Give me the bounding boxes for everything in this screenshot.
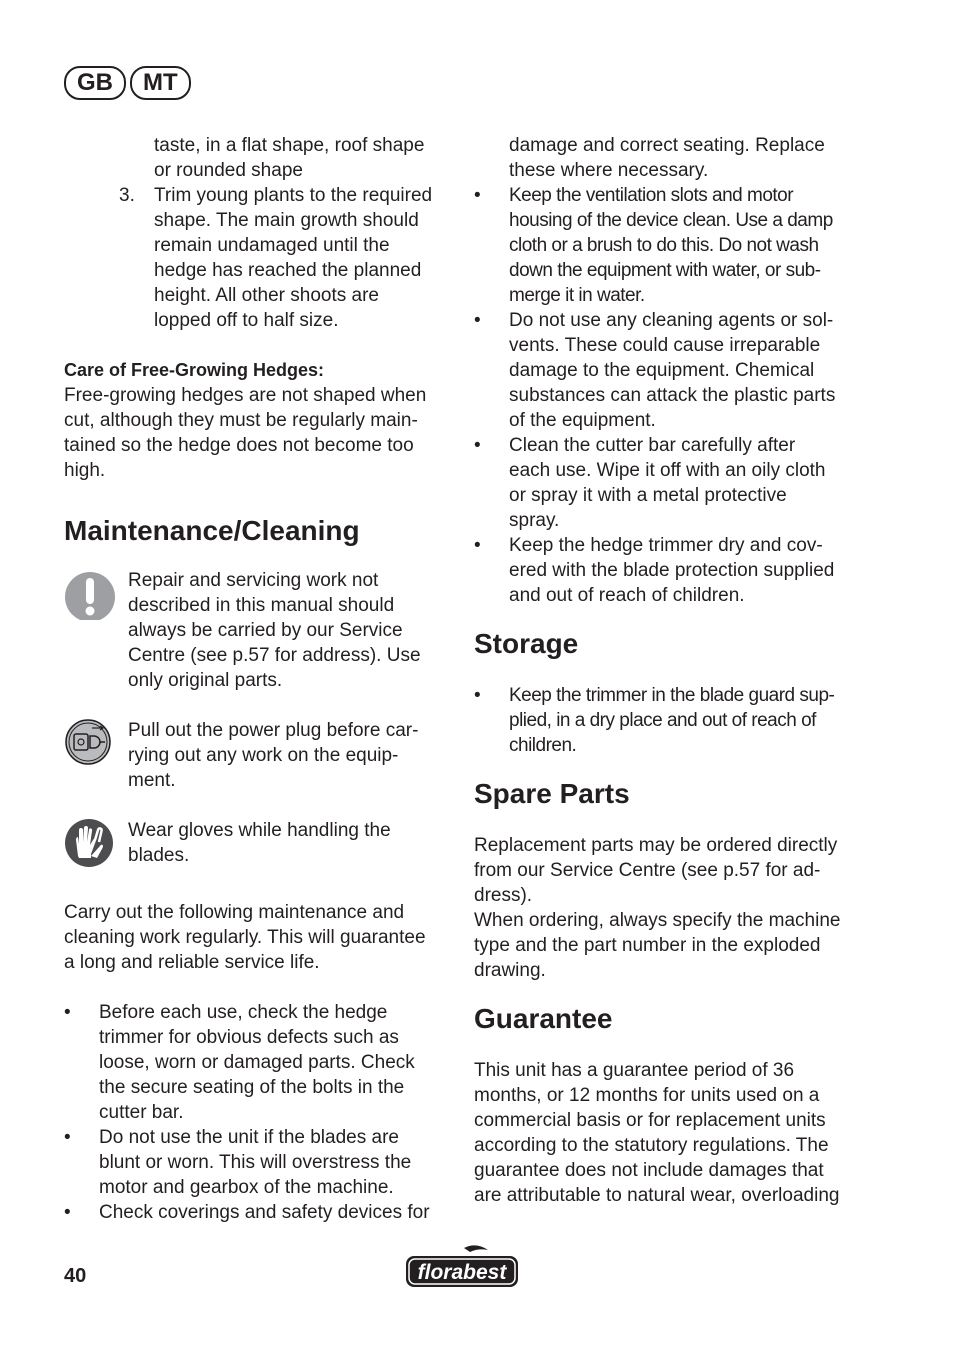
text-line: Clean the cutter bar carefully after xyxy=(509,435,796,456)
bullet-marker: • xyxy=(474,435,481,456)
text-line: Keep the ventilation slots and motor xyxy=(509,185,794,206)
care-heading: Care of Free-Growing Hedges: xyxy=(64,360,325,380)
list-item xyxy=(474,533,864,608)
text-line: these where necessary. xyxy=(509,160,709,181)
text-line: rying out any work on the equip- xyxy=(128,745,399,766)
text-line: Repair and servicing work not xyxy=(128,570,379,591)
text-line: Carry out the following maintenance and xyxy=(64,902,405,923)
bullet-marker: • xyxy=(64,1002,71,1023)
guarantee-paragraph xyxy=(474,1058,864,1208)
text-line: Centre (see p.57 for address). Use xyxy=(128,645,421,666)
page-number: 40 xyxy=(64,1265,87,1287)
text-line: lopped off to half size. xyxy=(154,310,339,331)
spare-parts-paragraph xyxy=(474,833,864,983)
text-line: or spray it with a metal protective xyxy=(509,485,787,506)
text-line: children. xyxy=(509,735,577,756)
text-line: Free-growing hedges are not shaped when xyxy=(64,385,427,406)
text-line: shape. The main growth should xyxy=(154,210,419,231)
text-line: of the equipment. xyxy=(509,410,656,431)
text-line: cloth or a brush to do this. Do not wash xyxy=(509,235,819,256)
text-line: damage to the equipment. Chemical xyxy=(509,360,815,381)
text-line: described in this manual should xyxy=(128,595,395,616)
text-line: substances can attack the plastic parts xyxy=(509,385,836,406)
text-line: loose, worn or damaged parts. Check xyxy=(99,1052,415,1073)
text-line: height. All other shoots are xyxy=(154,285,379,306)
text-line: according to the statutory regulations. The xyxy=(474,1135,829,1156)
text-line: or rounded shape xyxy=(154,160,303,181)
florabest-logo xyxy=(404,1244,520,1295)
text-line: the secure seating of the bolts in the xyxy=(99,1077,405,1098)
text-line: tained so the hedge does not become too xyxy=(64,435,414,456)
text-line: remain undamaged until the xyxy=(154,235,390,256)
text-line: blades. xyxy=(128,845,190,866)
text-line: motor and gearbox of the machine. xyxy=(99,1177,394,1198)
text-line: trimmer for obvious defects such as xyxy=(99,1027,399,1048)
list-item xyxy=(64,1000,454,1125)
text-line: cutter bar. xyxy=(99,1102,184,1123)
text-line: commercial basis or for replacement units xyxy=(474,1110,826,1131)
intro-paragraph xyxy=(64,900,454,975)
text-line: type and the part number in the exploded xyxy=(474,935,821,956)
bullet-marker: • xyxy=(474,535,481,556)
bullet-marker: • xyxy=(474,685,481,706)
list-item xyxy=(474,308,864,433)
spare-parts-title: Spare Parts xyxy=(474,778,630,809)
text-line: and out of reach of children. xyxy=(509,585,745,606)
right-column xyxy=(474,133,864,1208)
text-line: damage and correct seating. Replace xyxy=(509,135,825,156)
text-line: plied, in a dry place and out of reach of xyxy=(509,710,816,731)
bullet-marker: • xyxy=(474,185,481,206)
list-item xyxy=(64,1200,454,1225)
warning-service xyxy=(64,568,454,693)
text-line: This unit has a guarantee period of 36 xyxy=(474,1060,795,1081)
text-line: housing of the device clean. Use a damp xyxy=(509,210,833,231)
text-line: vents. These could cause irreparable xyxy=(509,335,821,356)
text-line: Wear gloves while handling the xyxy=(128,820,391,841)
text-line: Trim young plants to the required xyxy=(154,185,433,206)
text-line: When ordering, always specify the machine xyxy=(474,910,841,931)
bullet-marker: • xyxy=(64,1202,71,1223)
care-paragraph xyxy=(64,383,454,483)
text-line: dress). xyxy=(474,885,533,906)
text-line: down the equipment with water, or sub- xyxy=(509,260,821,281)
maintenance-title: Maintenance/Cleaning xyxy=(64,515,360,546)
language-badges xyxy=(64,66,191,100)
text-line: Keep the hedge trimmer dry and cov- xyxy=(509,535,823,556)
text-line: spray. xyxy=(509,510,560,531)
text-line: ered with the blade protection supplied xyxy=(509,560,835,581)
text-line: from our Service Centre (see p.57 for ad- xyxy=(474,860,821,881)
text-line: Pull out the power plug before car- xyxy=(128,720,419,741)
text-line: guarantee does not include damages that xyxy=(474,1160,824,1181)
text-line: months, or 12 months for units used on a xyxy=(474,1085,820,1106)
exclamation-icon xyxy=(64,568,128,627)
logo-text: florabest xyxy=(417,1261,507,1284)
text-line: each use. Wipe it off with an oily cloth xyxy=(509,460,826,481)
power-plug-icon xyxy=(64,718,128,773)
continued-list-text xyxy=(64,133,454,183)
text-line: Keep the trimmer in the blade guard sup- xyxy=(509,685,835,706)
warning-gloves xyxy=(64,818,454,875)
text-line: Before each use, check the hedge xyxy=(99,1002,388,1023)
list-item xyxy=(474,183,864,308)
item-number: 3. xyxy=(119,185,135,206)
text-line: ment. xyxy=(128,770,176,791)
text-line: cleaning work regularly. This will guarantee xyxy=(64,927,426,948)
guarantee-title: Guarantee xyxy=(474,1003,613,1034)
text-line: taste, in a flat shape, roof shape xyxy=(154,135,425,156)
list-item xyxy=(474,433,864,533)
text-line: Do not use the unit if the blades are xyxy=(99,1127,399,1148)
list-item xyxy=(64,1125,454,1200)
text-line: merge it in water. xyxy=(509,285,645,306)
text-line: drawing. xyxy=(474,960,546,981)
text-line: Do not use any cleaning agents or sol- xyxy=(509,310,834,331)
numbered-item-3 xyxy=(119,183,454,333)
text-line: Replacement parts may be ordered directly xyxy=(474,835,838,856)
text-line: only original parts. xyxy=(128,670,283,691)
bullet-marker: • xyxy=(64,1127,71,1148)
text-line: are attributable to natural wear, overloading xyxy=(474,1185,840,1206)
storage-title: Storage xyxy=(474,628,579,659)
left-column xyxy=(64,133,454,1225)
text-line: hedge has reached the planned xyxy=(154,260,422,281)
continued-bullet-text xyxy=(474,133,864,183)
language-badge-gb: GB xyxy=(64,66,126,100)
warning-unplug xyxy=(64,718,454,793)
text-line: always be carried by our Service xyxy=(128,620,403,641)
text-line: a long and reliable service life. xyxy=(64,952,320,973)
text-line: blunt or worn. This will overstress the xyxy=(99,1152,412,1173)
bullet-marker: • xyxy=(474,310,481,331)
text-line: high. xyxy=(64,460,106,481)
text-line: cut, although they must be regularly main- xyxy=(64,410,418,431)
gloves-icon xyxy=(64,818,128,875)
language-badge-mt: MT xyxy=(130,66,191,100)
text-line: Check coverings and safety devices for xyxy=(99,1202,430,1223)
list-item xyxy=(474,683,864,758)
